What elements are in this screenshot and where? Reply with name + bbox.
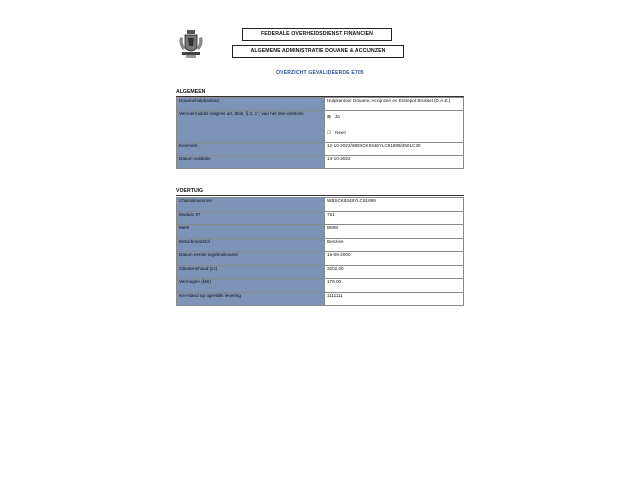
field-label: Merk <box>177 225 325 239</box>
table-row <box>177 211 464 225</box>
field-label: Datum eerste ingebruikname <box>177 252 325 266</box>
option-cell <box>325 111 464 143</box>
header-administration-name: ALGEMENE ADMINISTRATIE DOUANE & ACCIJNZEN <box>232 45 404 58</box>
table-row <box>177 252 464 266</box>
field-value: 1111111 <box>325 292 464 306</box>
field-label: Kenmerk <box>177 143 325 156</box>
field-label: Cilinderinhoud (cc) <box>177 265 325 279</box>
table-row <box>177 111 464 143</box>
section-divider <box>176 195 464 196</box>
field-label: Chassisnummer <box>177 198 325 212</box>
field-value: 13-10-2022 <box>325 156 464 169</box>
option-ja <box>327 113 461 121</box>
field-label: Vermogen (kW) <box>177 279 325 293</box>
field-value: 3202,00 <box>325 265 464 279</box>
field-label: Motorbrandstof <box>177 238 325 252</box>
table-row <box>177 292 464 306</box>
voertuig-table <box>176 197 464 306</box>
section-title-algemeen: ALGEMEEN <box>176 89 206 95</box>
field-label: Datum validatie <box>177 156 325 169</box>
section-title-voertuig: VOERTUIG <box>176 188 204 194</box>
table-row <box>177 156 464 169</box>
checked-box-icon: ⊠ <box>327 114 331 119</box>
field-value: 15-09-2000 <box>325 252 464 266</box>
option-label: Ja <box>334 114 340 119</box>
header-ministry-name: FEDERALE OVERHEIDSDIENST FINANCIEN <box>242 28 392 41</box>
table-row <box>177 279 464 293</box>
field-label: Km-stand op ogenblik levering <box>177 292 325 306</box>
table-row <box>177 143 464 156</box>
table-row <box>177 225 464 239</box>
table-row <box>177 265 464 279</box>
field-label: Vervoermiddel volgens art. 8bis, § 2, 1°, van het btw-wetboek <box>177 111 325 143</box>
table-row <box>177 238 464 252</box>
belgian-coat-of-arms-icon <box>178 28 204 60</box>
option-label: Neen <box>335 130 347 135</box>
field-value: 179,00 <box>325 279 464 293</box>
field-value: 751 <box>325 211 464 225</box>
table-row <box>177 198 464 212</box>
algemeen-table <box>176 97 464 169</box>
field-value: Hulpkantoor Douane, Accijnzen en Entrepot Brussel (D.A.E.) <box>325 98 464 111</box>
field-label: Douanehulpkantoor <box>177 98 325 111</box>
field-value: BMW <box>325 225 464 239</box>
document-title: OVERZICHT GEVALIDEERDE E705 <box>276 70 364 76</box>
field-value: Benzine <box>325 238 464 252</box>
table-row <box>177 98 464 111</box>
field-value: 12-10-2022/WBSCK9348YLC91899/2501C30 <box>325 143 464 156</box>
unchecked-box-icon: ☐ <box>327 130 332 135</box>
field-value: WBSCK9348YLC91899 <box>325 198 464 212</box>
option-neen <box>327 129 461 137</box>
field-label: Modulo 97 <box>177 211 325 225</box>
